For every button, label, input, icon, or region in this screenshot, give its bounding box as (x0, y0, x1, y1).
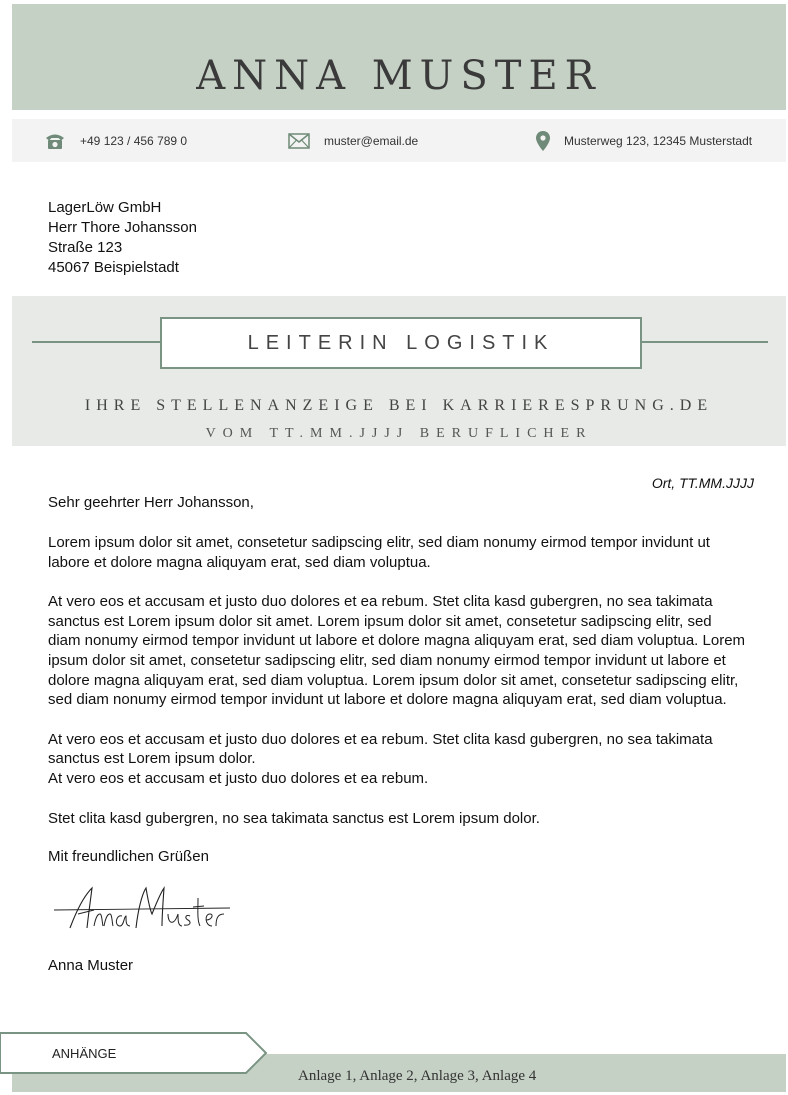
recipient-street: Straße 123 (48, 239, 123, 256)
recipient-address (48, 198, 197, 278)
job-ad-reference: IHRE STELLENANZEIGE BEI KARRIERESPRUNG.DE (84, 397, 714, 414)
mail-icon (288, 133, 310, 149)
letter-date: Ort, TT.MM.JJJJ (651, 475, 754, 491)
recipient-person: Herr Thore Johansson (48, 219, 197, 236)
title-line-left (32, 341, 162, 343)
recipient-company: LagerLöw GmbH (48, 199, 162, 216)
salutation: Sehr geehrter Herr Johansson, (48, 494, 254, 511)
header-band (12, 4, 786, 110)
contact-phone (44, 119, 187, 162)
phone-icon (44, 132, 66, 150)
email-text: muster@email.de (324, 133, 419, 148)
paragraph-2: At vero eos et accusam et justo duo dolores et ea rebum. Stet clita kasd gubergren, no sea takimata sanctus est Lorem ipsum dolor sit amet. Lorem ipsum dolor sit amet, consetetur sadipscing elitr, sed diam nonumy eirmod tempor invidunt ut labore et dolore magna aliquyam erat, sed diam voluptua. Lorem ipsum dolor sit amet, consetetur sadipscing elitr, sed diam nonumy eirmod tempor invidunt ut labore et dolore magna aliquyam erat, sed diam voluptua. Lorem ipsum dolor sit amet, consetetur sadipscing elitr, sed diam nonumy eirmod tempor invidunt ut labore et dolore magna aliquyam erat, sed diam voluptua. (48, 593, 746, 709)
attachments-tab (0, 1032, 270, 1081)
contact-bar (12, 119, 786, 162)
paragraph-4: Stet clita kasd gubergren, no sea takimata sanctus est Lorem ipsum dolor. (48, 809, 540, 827)
attachments-list: Anlage 1, Anlage 2, Anlage 3, Anlage 4 (298, 1068, 537, 1084)
paragraph-3-line-2: At vero eos et accusam et justo duo dolores et ea rebum. (48, 769, 429, 787)
address-text: Musterweg 123, 12345 Musterstadt (564, 133, 753, 148)
phone-text: +49 123 / 456 789 0 (80, 133, 188, 148)
applicant-name: ANNA MUSTER (196, 54, 602, 90)
contact-email (288, 119, 418, 162)
attachments-label: ANHÄNGE (52, 1046, 117, 1061)
handwritten-signature (50, 880, 250, 945)
position-title: LEITERIN LOGISTIK (160, 317, 642, 369)
signer-name: Anna Muster (48, 957, 134, 974)
location-pin-icon (536, 131, 550, 151)
letter-body (48, 533, 748, 848)
paragraph-3-line-1: At vero eos et accusam et justo duo dolores et ea rebum. Stet clita kasd gubergren, no sea takimata sanctus est Lorem ipsum dolor. (48, 730, 713, 768)
closing: Mit freundlichen Grüßen (48, 848, 209, 865)
title-band (12, 296, 786, 446)
title-line-right (640, 341, 768, 343)
job-ad-date: VOM TT.MM.JJJJ BERUFLICHER (205, 426, 593, 441)
paragraph-1: Lorem ipsum dolor sit amet, consetetur sadipscing elitr, sed diam nonumy eirmod tempor invidunt ut labore et dolore magna aliquyam erat, sed diam voluptua. (48, 534, 710, 571)
paragraph-3 (48, 730, 748, 789)
contact-address (536, 119, 752, 162)
recipient-city: 45067 Beispielstadt (48, 259, 179, 276)
